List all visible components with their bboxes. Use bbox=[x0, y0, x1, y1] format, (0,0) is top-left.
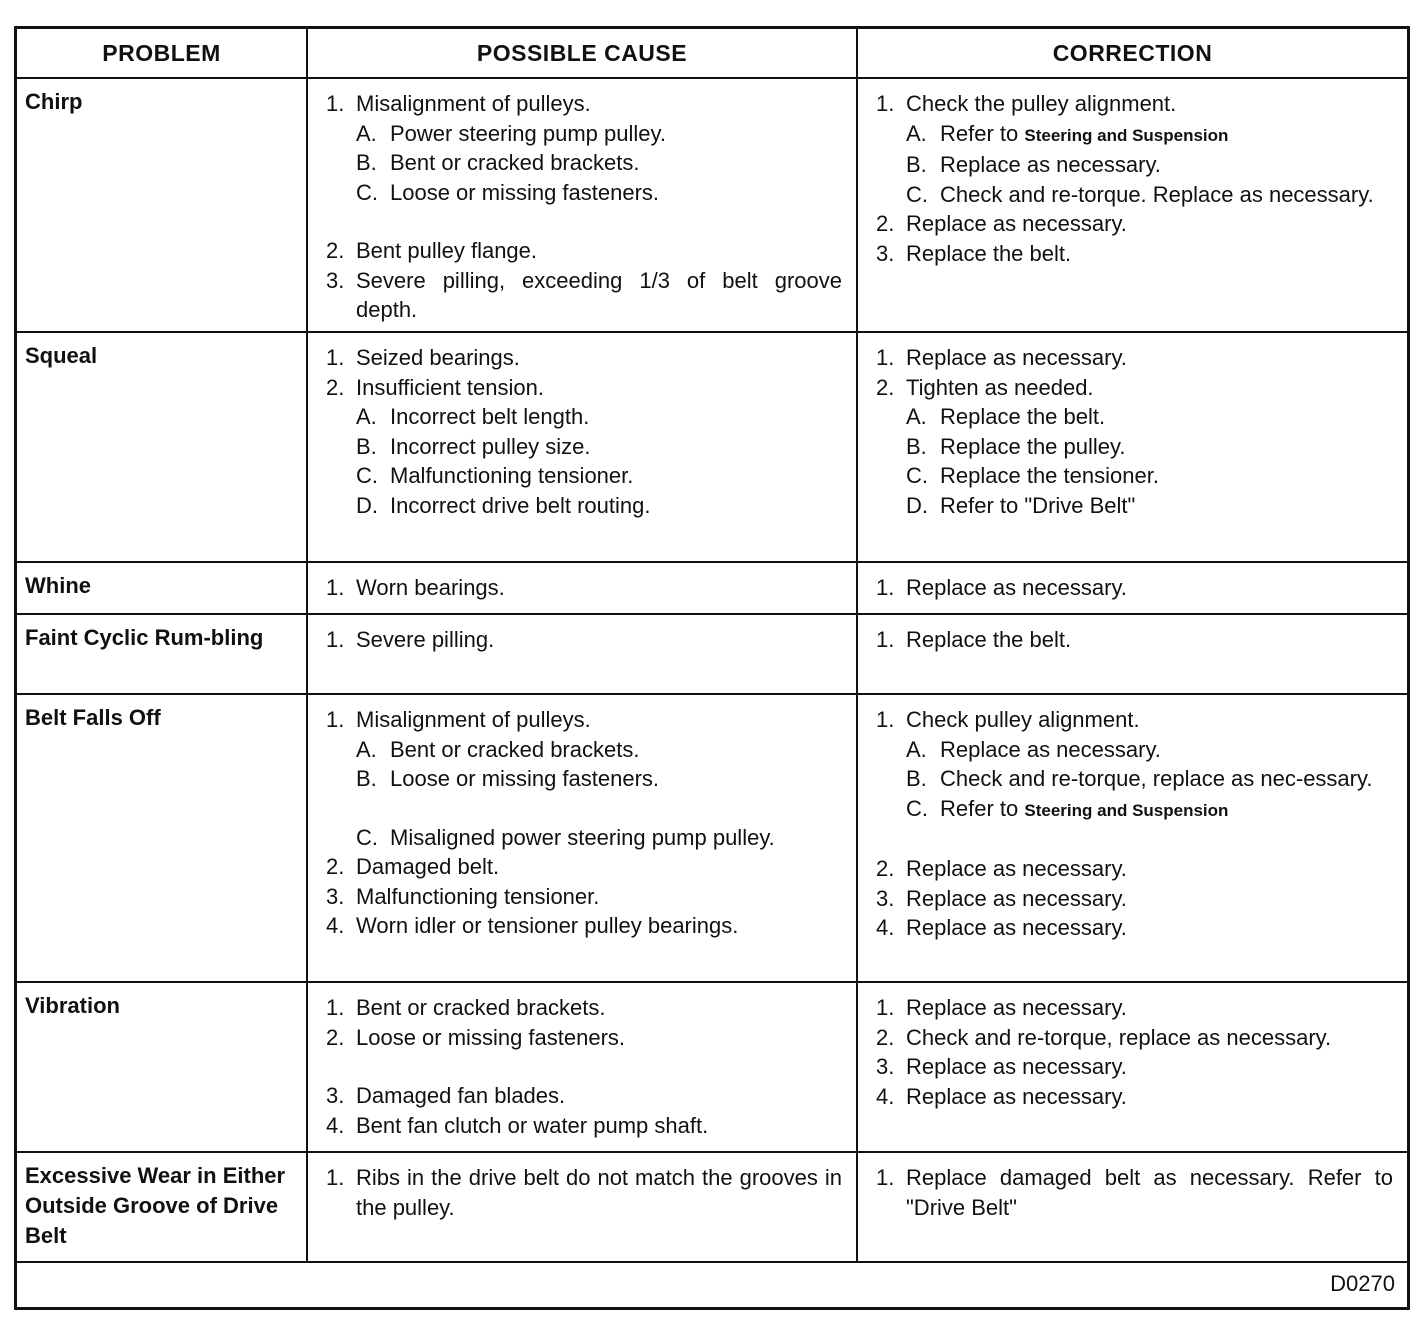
list-subitem: C. Misaligned power steering pump pulley. bbox=[356, 824, 775, 850]
problem-cell: Whine bbox=[17, 562, 307, 614]
reference-label: Steering and Suspension bbox=[1024, 125, 1229, 145]
list-subitem: A. Replace the belt. bbox=[906, 404, 1106, 429]
list-item: 1. Check pulley alignment. bbox=[876, 707, 1140, 732]
cause-cell bbox=[307, 562, 857, 614]
list-item: 4. Worn idler or tensioner pulley bearings. bbox=[326, 913, 739, 938]
list-item: 3. Replace as necessary. bbox=[876, 885, 1127, 911]
header-problem: PROBLEM bbox=[17, 29, 307, 78]
cause-cell bbox=[307, 332, 857, 562]
list-item: 1. Bent or cracked brackets. bbox=[326, 995, 606, 1020]
list-item: 1. Severe pilling. bbox=[326, 627, 495, 652]
list-item: 1. Ribs in the drive belt do not match the grooves in the pulley. bbox=[326, 1165, 842, 1220]
list-item: 1. Worn bearings. bbox=[326, 575, 505, 600]
cause-cell bbox=[307, 1152, 857, 1262]
list-item: 1. Replace the belt. bbox=[876, 627, 1072, 652]
table-row bbox=[17, 614, 1407, 694]
cause-cell bbox=[307, 78, 857, 332]
list-item: 2. Check and re-torque, replace as necessary. bbox=[876, 1024, 1332, 1050]
list-item: 4. Bent fan clutch or water pump shaft. bbox=[326, 1112, 709, 1138]
cause-cell bbox=[307, 982, 857, 1152]
list-item: 3. Damaged fan blades. bbox=[326, 1083, 566, 1108]
list-item: 4. Replace as necessary. bbox=[876, 1083, 1127, 1109]
table-row bbox=[17, 982, 1407, 1152]
list-subitem: B. Replace the pulley. bbox=[906, 433, 1126, 459]
problem-cell: Vibration bbox=[17, 982, 307, 1152]
list-item: 1. Replace as necessary. bbox=[876, 345, 1127, 370]
list-subitem: B. Loose or missing fasteners. bbox=[356, 766, 660, 791]
problem-cell: Excessive Wear in Either Outside Groove of Drive Belt bbox=[17, 1152, 307, 1262]
list-subitem: D. Incorrect drive belt routing. bbox=[356, 492, 651, 518]
list-item: 1. Replace as necessary. bbox=[876, 575, 1127, 600]
list-subitem: A. Power steering pump pulley. bbox=[356, 120, 666, 146]
list-subitem: B. Check and re-torque, replace as nec-essary. bbox=[906, 766, 1373, 791]
list-item: 2. Bent pulley flange. bbox=[326, 238, 538, 263]
list-item: 3. Replace the belt. bbox=[876, 240, 1072, 266]
figure-code: D0270 bbox=[1330, 1271, 1395, 1296]
correction-cell bbox=[857, 982, 1407, 1152]
correction-cell bbox=[857, 694, 1407, 982]
list-item: 2. Replace as necessary. bbox=[876, 856, 1127, 881]
problem-cell: Squeal bbox=[17, 332, 307, 562]
table-row bbox=[17, 332, 1407, 562]
list-item: 1. Replace as necessary. bbox=[876, 995, 1127, 1020]
list-item: 1. Check the pulley alignment. bbox=[876, 91, 1177, 116]
list-item: 4. Replace as necessary. bbox=[876, 915, 1127, 940]
list-item: 1. Seized bearings. bbox=[326, 345, 520, 370]
list-item: 2. Damaged belt. bbox=[326, 854, 500, 879]
list-item: 1. Misalignment of pulleys. bbox=[326, 91, 591, 116]
list-subitem: C. Check and re-torque. Replace as necessary. bbox=[906, 181, 1374, 207]
correction-cell bbox=[857, 1152, 1407, 1262]
header-row bbox=[17, 29, 1407, 78]
list-subitem: A. Bent or cracked brackets. bbox=[356, 736, 640, 762]
diagnosis-table bbox=[17, 29, 1407, 1263]
list-item: 1. Misalignment of pulleys. bbox=[326, 707, 591, 732]
list-item: 2. Insufficient tension. bbox=[326, 374, 544, 400]
problem-cell: Chirp bbox=[17, 78, 307, 332]
table-row bbox=[17, 562, 1407, 614]
list-subitem: A. Refer to Steering and Suspension bbox=[906, 120, 1229, 146]
cause-cell bbox=[307, 694, 857, 982]
list-item: 2. Loose or missing fasteners. bbox=[326, 1024, 626, 1050]
cause-cell bbox=[307, 614, 857, 694]
figure-footer bbox=[17, 1257, 1407, 1307]
list-subitem: B. Incorrect pulley size. bbox=[356, 433, 591, 459]
list-subitem: A. Replace as necessary. bbox=[906, 736, 1161, 762]
correction-cell bbox=[857, 614, 1407, 694]
list-subitem: A. Incorrect belt length. bbox=[356, 404, 590, 429]
correction-cell bbox=[857, 332, 1407, 562]
problem-cell: Faint Cyclic Rum-bling bbox=[17, 614, 307, 694]
list-subitem: C. Loose or missing fasteners. bbox=[356, 179, 660, 205]
header-correction: CORRECTION bbox=[857, 29, 1407, 78]
list-subitem: C. Refer to Steering and Suspension bbox=[906, 795, 1229, 821]
problem-cell: Belt Falls Off bbox=[17, 694, 307, 982]
list-item: 3. Replace as necessary. bbox=[876, 1054, 1127, 1079]
list-subitem: D. Refer to "Drive Belt" bbox=[906, 492, 1136, 518]
list-subitem: B. Replace as necessary. bbox=[906, 152, 1161, 177]
table-row bbox=[17, 694, 1407, 982]
list-item: 2. Tighten as needed. bbox=[876, 374, 1094, 400]
list-item: 2. Replace as necessary. bbox=[876, 211, 1127, 236]
list-subitem: B. Bent or cracked brackets. bbox=[356, 150, 640, 175]
list-subitem: C. Malfunctioning tensioner. bbox=[356, 463, 634, 488]
list-item: 3. Severe pilling, exceeding 1/3 of belt groove depth. bbox=[326, 267, 842, 322]
correction-cell bbox=[857, 562, 1407, 614]
header-possible-cause: POSSIBLE CAUSE bbox=[307, 29, 857, 78]
diagnosis-table-sheet bbox=[14, 26, 1410, 1310]
list-subitem: C. Replace the tensioner. bbox=[906, 463, 1159, 488]
table-row bbox=[17, 78, 1407, 332]
table-row bbox=[17, 1152, 1407, 1262]
reference-label: Steering and Suspension bbox=[1024, 800, 1229, 820]
correction-cell bbox=[857, 78, 1407, 332]
list-item: 3. Malfunctioning tensioner. bbox=[326, 883, 600, 909]
list-item: 1. Replace damaged belt as necessary. Refer to "Drive Belt" bbox=[876, 1165, 1393, 1220]
